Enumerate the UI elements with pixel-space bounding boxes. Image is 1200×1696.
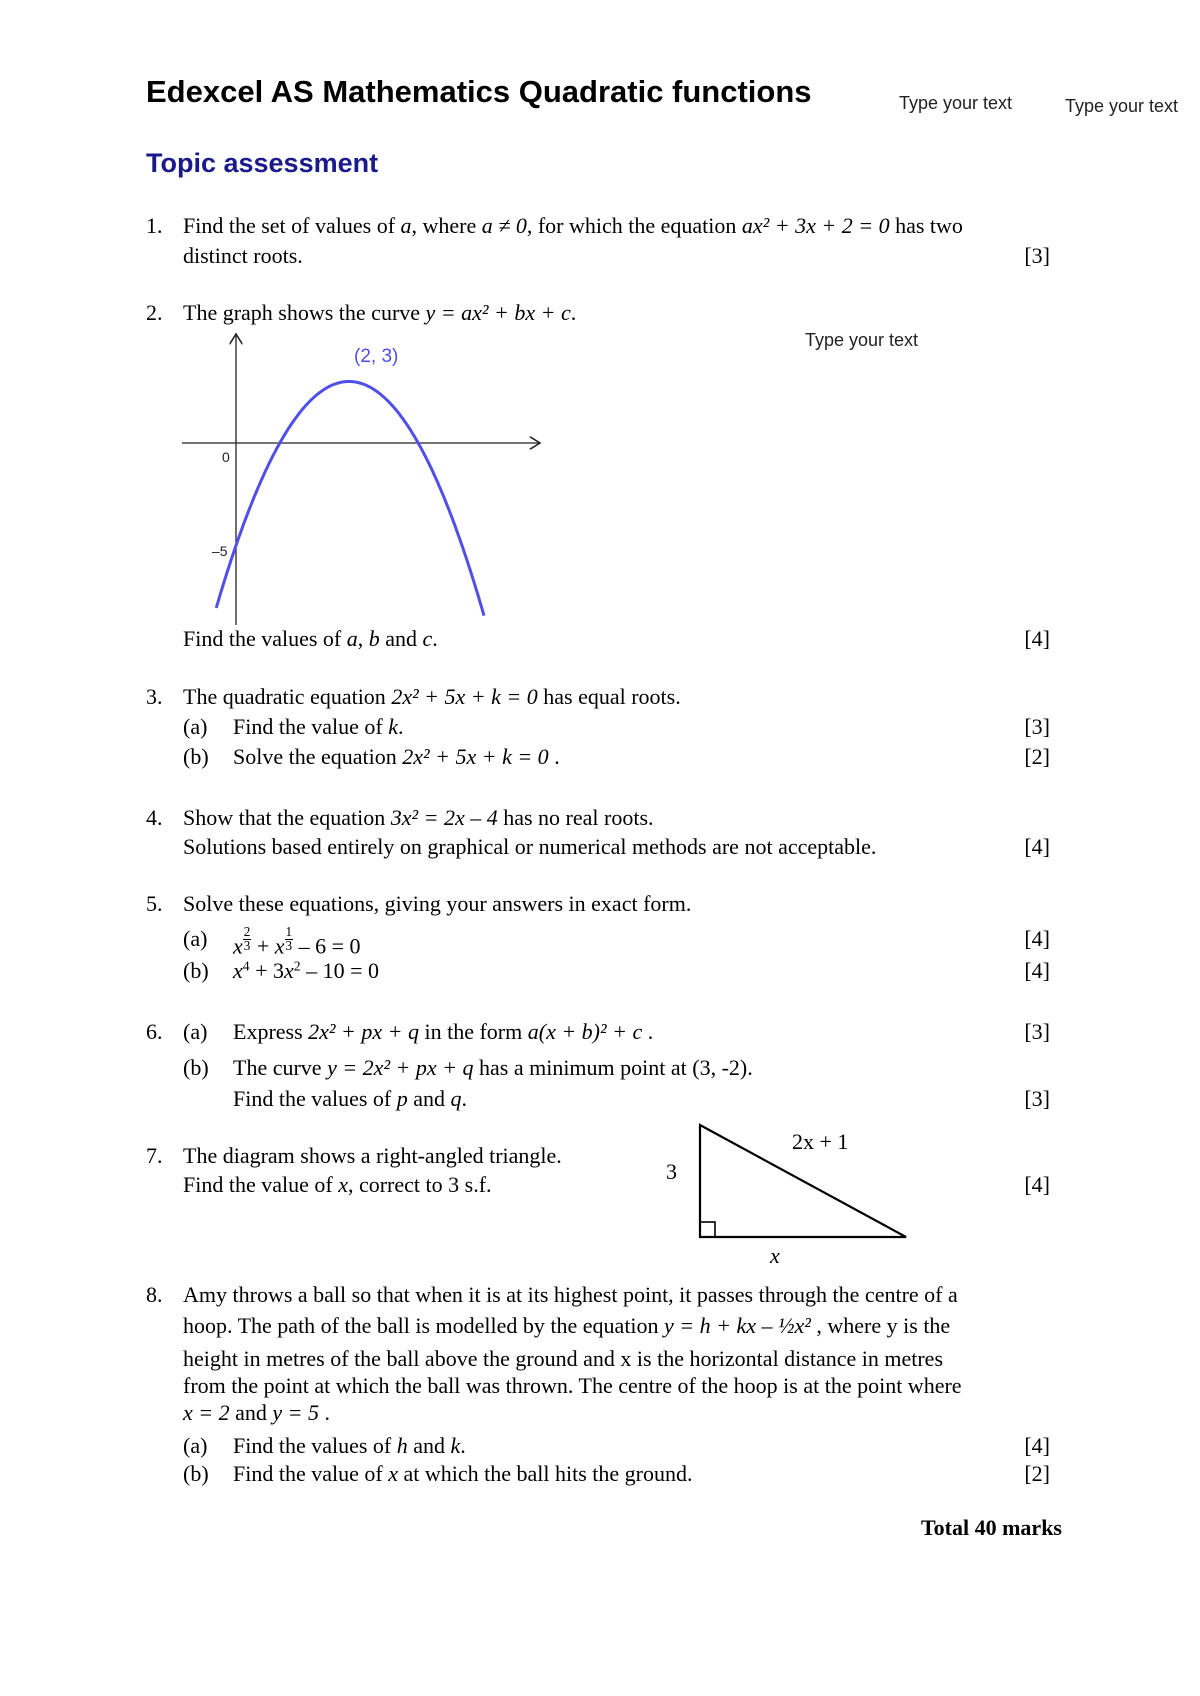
question-text: height in metres of the ball above the ground and x is the horizontal distance in metres <box>183 1346 944 1371</box>
question-text: Find the values of h and k. <box>233 1433 466 1458</box>
question-text: Find the value of x at which the ball hits the ground. <box>233 1461 693 1486</box>
parabola-graph <box>170 320 570 630</box>
side-label-base: x <box>770 1243 780 1268</box>
equation: 2x² + px + q <box>308 1019 419 1044</box>
equation: 2x² + 5x + k = 0 <box>391 684 538 709</box>
part-label: (b) <box>183 1461 209 1486</box>
marks: [4] <box>1024 958 1050 983</box>
right-triangle-diagram <box>660 1115 920 1275</box>
question-text-line: Solutions based entirely on graphical or numerical methods are not acceptable. <box>183 834 877 859</box>
question-text: Find the values of a, b and c. <box>183 626 438 651</box>
marks: [4] <box>1024 834 1050 859</box>
right-angle-marker <box>700 1222 715 1237</box>
equation: x $\frac{2}{3}$ + x $\frac{1}{3}$ – 6 = 0 <box>233 924 361 959</box>
equation: $x^4 + 3x^2 - 10 = 0$ <box>233 958 379 983</box>
marks: [4] <box>1024 1433 1050 1458</box>
vertex-label: (2, 3) <box>354 346 399 367</box>
text-placeholder[interactable]: Type your text <box>899 93 1013 113</box>
question-text: Find the values of p and q. <box>233 1086 468 1111</box>
equation: a(x + b)² + c <box>527 1019 643 1044</box>
text-placeholder[interactable]: Type your text <box>805 330 919 350</box>
question-number: 3. <box>146 684 163 709</box>
marks: [4] <box>1024 926 1050 951</box>
question-number: 7. <box>146 1143 163 1168</box>
part-label: (b) <box>183 1055 209 1080</box>
equation: y = 2x² + px + q <box>327 1055 474 1080</box>
marks: [3] <box>1024 1019 1050 1044</box>
marks: [3] <box>1024 714 1050 739</box>
question-text: The quadratic equation 2x² + 5x + k = 0 has equal roots. <box>183 684 681 709</box>
question-text: Solve the equation 2x² + 5x + k = 0 . <box>233 744 560 769</box>
part-label: (b) <box>183 744 209 769</box>
question-text: Express 2x² + px + q in the form a(x + b)² + c . <box>233 1019 654 1044</box>
parabola-curve <box>216 382 484 616</box>
question-number: 2. <box>146 300 163 325</box>
side-label-vertical: 3 <box>666 1159 677 1184</box>
question-text: hoop. The path of the ball is modelled by the equation y = h + kx – ½x² , where y is the <box>183 1313 951 1338</box>
question-number: 1. <box>146 213 163 238</box>
question-number: 8. <box>146 1282 163 1307</box>
total-marks: Total 40 marks <box>921 1515 1062 1540</box>
question-number: 6. <box>146 1019 163 1044</box>
equation: ax² + 3x + 2 = 0 <box>741 213 890 238</box>
question-text: The graph shows the curve y = ax² + bx + c. <box>183 300 577 325</box>
question-text-line: distinct roots. <box>183 243 303 268</box>
marks: [3] <box>1024 1086 1050 1111</box>
question-text: The curve y = 2x² + px + q has a minimum point at (3, -2). <box>233 1055 753 1080</box>
question-text: from the point at which the ball was thrown. The centre of the hoop is at the point where <box>183 1373 962 1398</box>
question-text: Amy throws a ball so that when it is at its highest point, it passes through the centre of a <box>183 1282 958 1307</box>
marks: [3] <box>1024 243 1050 268</box>
question-number: 4. <box>146 805 163 830</box>
marks: [4] <box>1024 1172 1050 1197</box>
document-title: Edexcel AS Mathematics Quadratic functions <box>146 74 812 109</box>
question-text: Show that the equation 3x² = 2x – 4 has no real roots. <box>183 805 654 830</box>
question-text: Find the set of values of a, where a ≠ 0, for which the equation ax² + 3x + 2 = 0 has two <box>183 213 963 238</box>
equation: 2x² + 5x + k = 0 <box>402 744 549 769</box>
text-placeholder[interactable]: Type your text <box>1065 96 1179 116</box>
part-label: (a) <box>183 714 208 739</box>
question-text: x = 2 and y = 5 . <box>183 1400 331 1425</box>
marks: [4] <box>1024 626 1050 651</box>
equation: y = h + kx – ½x² <box>664 1313 811 1338</box>
side-label-hypotenuse: 2x + 1 <box>792 1129 849 1154</box>
part-label: (a) <box>183 926 208 951</box>
section-title: Topic assessment <box>146 148 379 178</box>
equation: y = ax² + bx + c <box>425 300 571 325</box>
equation: 3x² = 2x – 4 <box>390 805 498 830</box>
part-label: (a) <box>183 1019 208 1044</box>
marks: [2] <box>1024 1461 1050 1486</box>
question-text: Find the value of x, correct to 3 s.f. <box>183 1172 492 1197</box>
part-label: (a) <box>183 1433 208 1458</box>
part-label: (b) <box>183 958 209 983</box>
marks: [2] <box>1024 744 1050 769</box>
question-text: Find the value of k. <box>233 714 404 739</box>
y-intercept-label: –5 <box>212 543 228 559</box>
question-number: 5. <box>146 891 163 916</box>
origin-label: 0 <box>222 449 230 465</box>
question-text: Solve these equations, giving your answers in exact form. <box>183 891 692 916</box>
question-text: The diagram shows a right-angled triangle. <box>183 1143 562 1168</box>
